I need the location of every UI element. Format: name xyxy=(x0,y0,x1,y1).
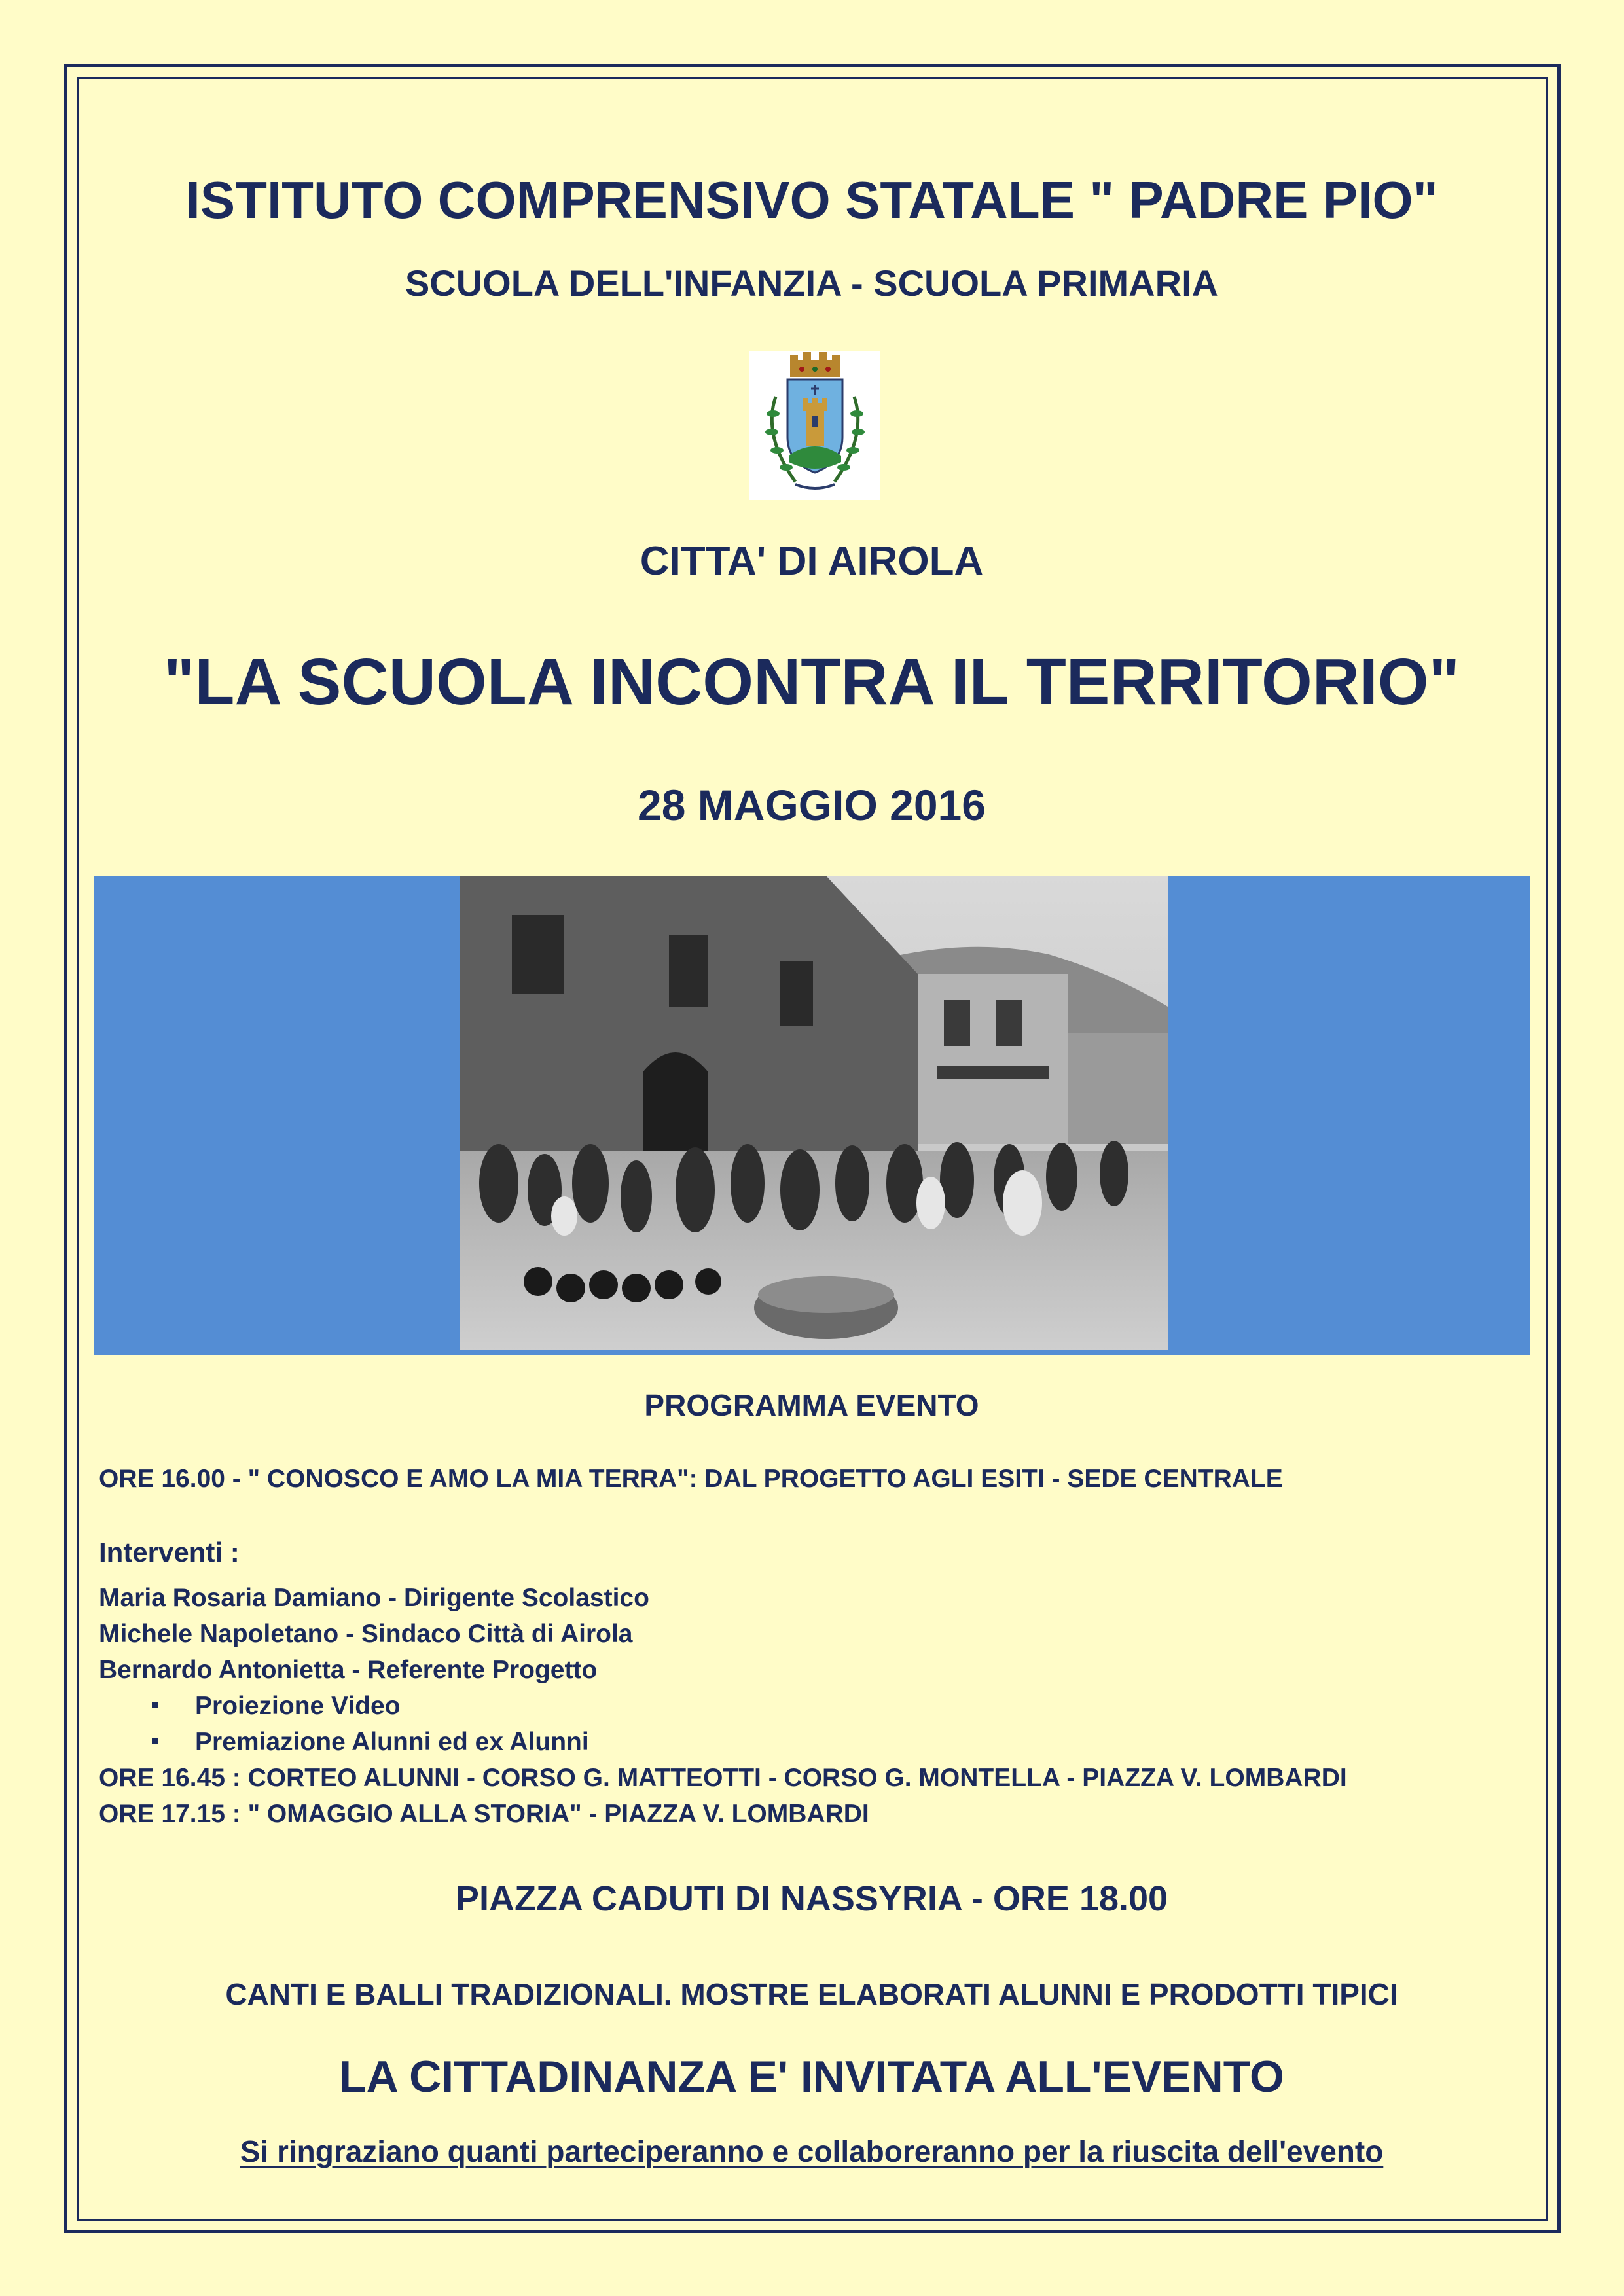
bullet-text: Premiazione Alunni ed ex Alunni xyxy=(195,1728,589,1756)
speaker-line: Bernardo Antonietta - Referente Progetto xyxy=(99,1656,598,1684)
program-line-1715: ORE 17.15 : " OMAGGIO ALLA STORIA" - PIAZZA V. LOMBARDI xyxy=(99,1800,869,1828)
activities-line: CANTI E BALLI TRADIZIONALI. MOSTRE ELABORATI ALUNNI E PRODOTTI TIPICI xyxy=(225,1977,1398,2011)
bullet-item-video xyxy=(152,1692,401,1721)
square-bullet-icon xyxy=(152,1738,158,1744)
interventi-label: Interventi : xyxy=(99,1537,240,1568)
bullet-text: Proiezione Video xyxy=(195,1692,401,1720)
venue-line: PIAZZA CADUTI DI NASSYRIA - ORE 18.00 xyxy=(455,1879,1168,1918)
program-line-1600: ORE 16.00 - " CONOSCO E AMO LA MIA TERRA": DAL PROGETTO AGLI ESITI - SEDE CENTRALE xyxy=(99,1465,1283,1493)
speaker-line: Michele Napoletano - Sindaco Città di Airola xyxy=(99,1620,633,1648)
event-date: 28 MAGGIO 2016 xyxy=(638,781,986,829)
historic-market-photo xyxy=(460,876,1168,1350)
bullet-item-awards xyxy=(152,1728,589,1757)
square-bullet-icon xyxy=(152,1702,158,1708)
city-label: CITTA' DI AIROLA xyxy=(640,539,984,584)
school-name: ISTITUTO COMPRENSIVO STATALE " PADRE PIO" xyxy=(185,171,1438,229)
program-title: PROGRAMMA EVENTO xyxy=(644,1388,979,1422)
school-subtitle: SCUOLA DELL'INFANZIA - SCUOLA PRIMARIA xyxy=(405,262,1219,304)
invitation-line: LA CITTADINANZA E' INVITATA ALL'EVENTO xyxy=(339,2052,1284,2102)
speaker-line: Maria Rosaria Damiano - Dirigente Scolastico xyxy=(99,1584,649,1612)
thanks-line: Si ringraziano quanti parteciperanno e collaboreranno per la riuscita dell'evento xyxy=(240,2134,1384,2168)
program-line-1645: ORE 16.45 : CORTEO ALUNNI - CORSO G. MATTEOTTI - CORSO G. MONTELLA - PIAZZA V. LOMBARDI xyxy=(99,1764,1347,1792)
event-title: "LA SCUOLA INCONTRA IL TERRITORIO" xyxy=(164,645,1460,719)
coat-of-arms-icon xyxy=(749,351,880,500)
